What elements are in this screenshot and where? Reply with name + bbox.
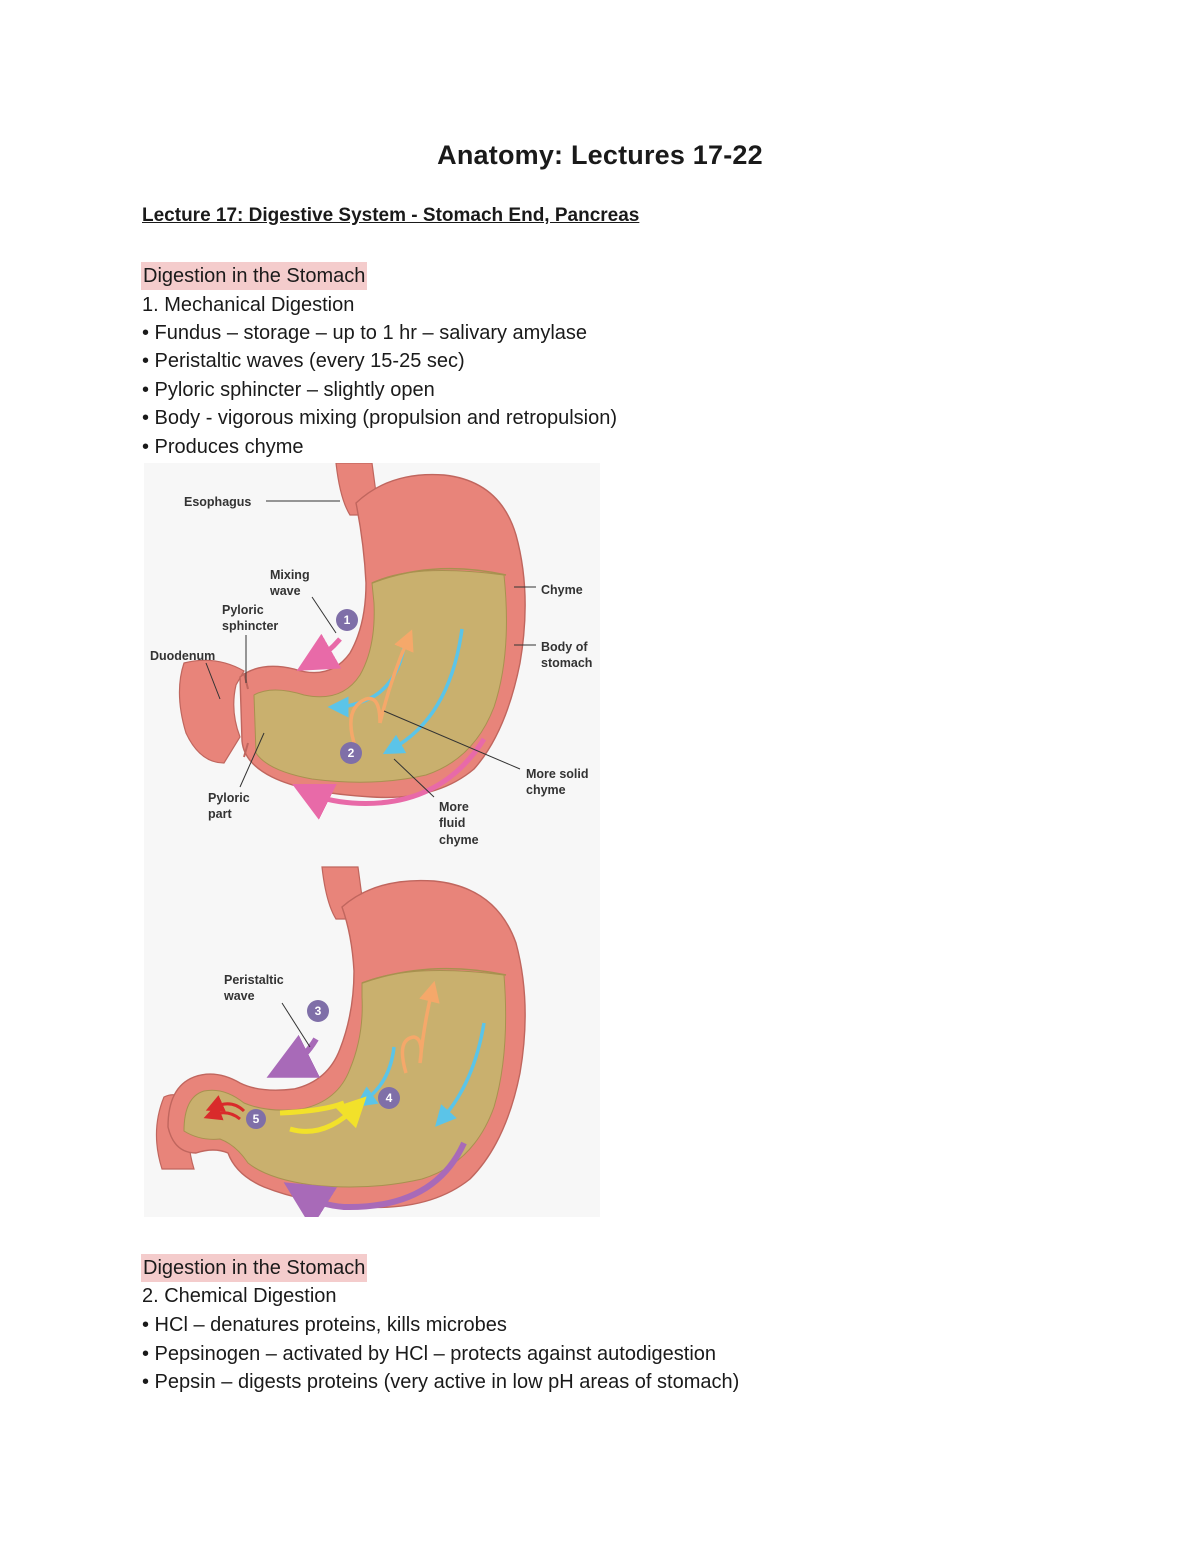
- bullet-item: • Peristaltic waves (every 15-25 sec): [142, 350, 465, 372]
- bullet-item: • Body - vigorous mixing (propulsion and retropulsion): [142, 407, 618, 429]
- top-stomach-illustration: [150, 463, 592, 847]
- lecture-heading: Lecture 17: Digestive System - Stomach End, Pancreas: [142, 205, 640, 226]
- section-heading-chemical: Digestion in the Stomach: [141, 1254, 367, 1282]
- bullet-item: • Fundus – storage – up to 1 hr – salivary amylase: [142, 322, 588, 344]
- label-pyloric-sphincter-1: Pyloric: [222, 603, 264, 617]
- subheading-mechanical-digestion: 1. Mechanical Digestion: [142, 294, 355, 316]
- label-more-fluid-chyme-3: chyme: [439, 833, 479, 847]
- bullet-item: • Produces chyme: [142, 436, 304, 458]
- label-more-solid-chyme-2: chyme: [526, 783, 566, 797]
- label-more-fluid-chyme-1: More: [439, 800, 469, 814]
- label-mixing-wave-1: Mixing: [270, 568, 310, 582]
- section-heading-mechanical: Digestion in the Stomach: [141, 262, 367, 290]
- bullet-item: • Pyloric sphincter – slightly open: [142, 379, 435, 401]
- bullet-item: • Pepsin – digests proteins (very active in low pH areas of stomach): [142, 1371, 740, 1393]
- bullet-item: • Pepsinogen – activated by HCl – protects against autodigestion: [142, 1343, 717, 1365]
- bullet-item: • HCl – denatures proteins, kills microbes: [142, 1314, 507, 1336]
- label-peristaltic-wave-2: wave: [224, 989, 255, 1003]
- label-esophagus: Esophagus: [184, 495, 252, 509]
- step-number-5: 5: [252, 1112, 260, 1126]
- label-pyloric-part-2: part: [208, 807, 232, 821]
- label-body-of-stomach-2: stomach: [541, 656, 593, 670]
- label-pyloric-sphincter-2: sphincter: [222, 619, 279, 633]
- label-more-solid-chyme-1: More solid: [526, 767, 589, 781]
- step-number-1: 1: [343, 613, 351, 627]
- document-title: Anatomy: Lectures 17-22: [437, 140, 763, 170]
- bottom-stomach-illustration: [156, 867, 525, 1207]
- label-peristaltic-wave-1: Peristaltic: [224, 973, 284, 987]
- step-number-2: 2: [347, 746, 355, 760]
- label-more-fluid-chyme-2: fluid: [439, 816, 466, 830]
- label-mixing-wave-2: wave: [270, 584, 301, 598]
- subheading-chemical-digestion: 2. Chemical Digestion: [142, 1285, 337, 1307]
- label-body-of-stomach-1: Body of: [541, 640, 588, 654]
- label-duodenum: Duodenum: [150, 649, 216, 663]
- label-pyloric-part-1: Pyloric: [208, 791, 250, 805]
- stomach-diagram: [144, 463, 600, 1217]
- label-chyme: Chyme: [541, 583, 583, 597]
- step-number-4: 4: [385, 1091, 393, 1105]
- step-number-3: 3: [314, 1004, 322, 1018]
